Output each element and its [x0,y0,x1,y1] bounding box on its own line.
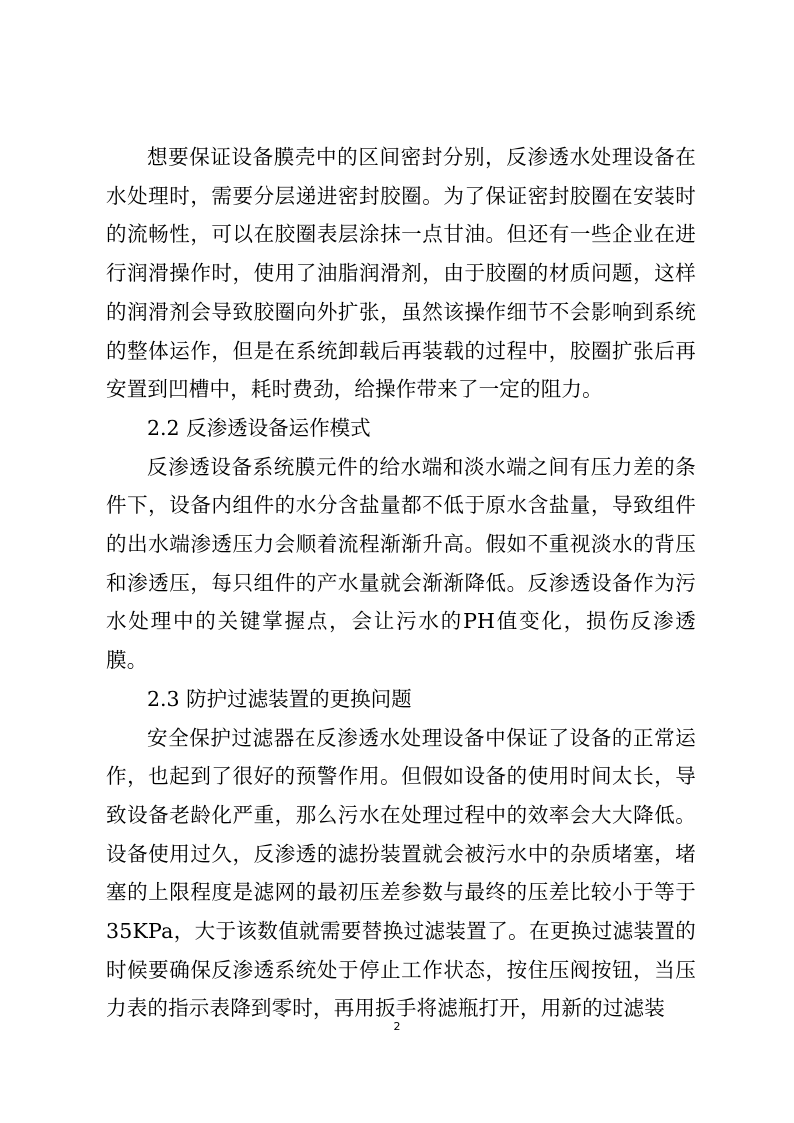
section-heading: 2.3 防护过滤装置的更换问题 [147,686,412,711]
body-paragraph: 反渗透设备系统膜元件的给水端和淡水端之间有压力差的条件下，设备内组件的水分含盐量都不低于原水含盐量，导致组件的出水端渗透压力会顺着流程渐渐升高。假如不重视淡水的背压和渗透压，每只组件的产水量就会渐渐降低。反渗透设备作为污水处理中的关键掌握点，会让污水的PH值变化，损伤反渗透膜。 [106,454,696,673]
body-paragraph: 想要保证设备膜壳中的区间密封分别，反渗透水处理设备在水处理时，需要分层递进密封胶圈。为了保证密封胶圈在安装时的流畅性，可以在胶圈表层涂抹一点甘油。但还有一些企业在进行润滑操作时，使用了油脂润滑剂，由于胶圈的材质问题，这样的润滑剂会导致胶圈向外扩张，虽然该操作细节不会影响到系统的整体运作，但是在系统卸载后再装载的过程中，胶圈扩张后再安置到凹槽中，耗时费劲，给操作带来了一定的阻力。 [106,145,696,402]
page-number: 2 [393,1020,401,1033]
body-paragraph: 安全保护过滤器在反渗透水处理设备中保证了设备的正常运作，也起到了很好的预警作用。但假如设备的使用时间太长，导致设备老龄化严重，那么污水在处理过程中的效率会大大降低。设备使用过久，反渗透的滤扮装置就会被污水中的杂质堵塞，堵塞的上限程度是滤网的最初压差参数与最终的压差比较小于等于35KPa，大于该数值就需要替换过滤装置了。在更换过滤装置的时候要确保反渗透系统处于停止工作状态，按住压阀按钮，当压力表的指示表降到零时，再用扳手将滤瓶打开，用新的过滤装 [106,725,696,1021]
document-body [106,138,696,1028]
section-heading: 2.2 反渗透设备运作模式 [147,415,371,440]
